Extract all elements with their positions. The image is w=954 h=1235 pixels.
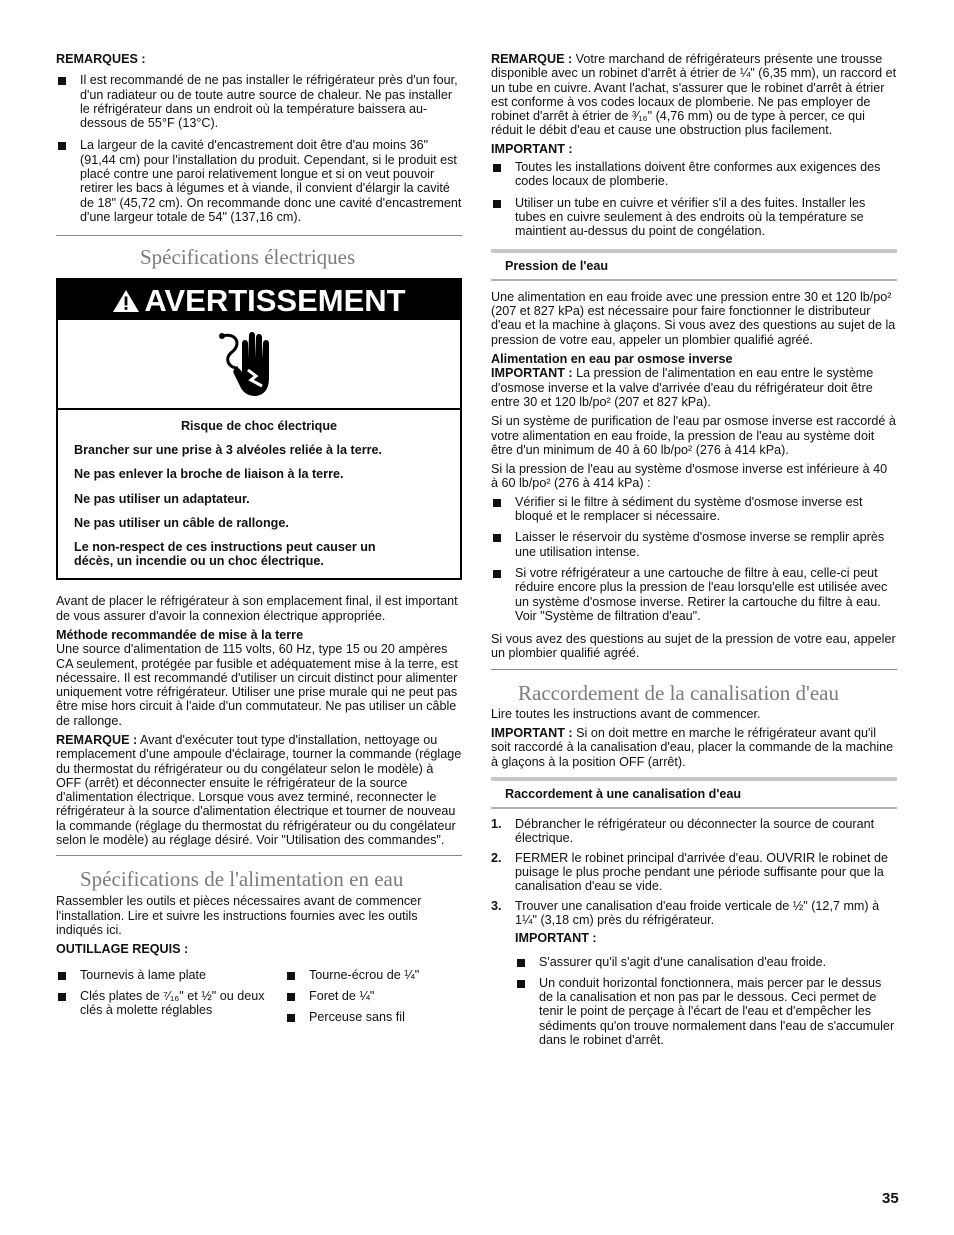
right-column [491,52,897,1047]
remarque-label: REMARQUE : [491,52,573,66]
step-number: 1. [491,817,502,832]
warning-title: AVERTISSEMENT [144,283,406,319]
osmose-important [491,366,897,409]
osmose-paragraph: Si un système de purification de l'eau par osmose inverse est raccordé à votre alimentation en eau froide, la pression de l'eau au système doit être d'un minimum de 40 à 60 lb/po² (276 à 414 kPa). [491,414,896,457]
osmose-item: Laisser le réservoir du système d'osmose inverse se remplir après une utilisation intense. [491,530,897,559]
raccord-important-text: Si on doit mettre en marche le réfrigérateur avant qu'il soit raccordé à la canalisation d'eau, placer la commande de la machine à glaçons à la position OFF (arrêt). [491,725,894,769]
warning-line: Le non-respect de ces instructions peut causer un décès, un incendie ou un choc électrique. [74,539,376,569]
tool-item: Tourne-écrou de ¼" [285,968,462,982]
warning-box [56,278,462,580]
warning-line: Brancher sur une prise à 3 alvéoles reliée à la terre. [74,443,383,458]
tool-item: Perceuse sans fil [285,1010,462,1024]
osmose-important-text: La pression de l'alimentation en eau entre le système d'osmose inverse et la valve d'arrivée d'eau du réfrigérateur doit être entre 30 et 120 lb/po² (207 et 827 kPa). [491,366,874,409]
step-number: 3. [491,898,502,913]
step3-important-label: IMPORTANT : [515,931,597,946]
step3-list [491,955,897,1048]
step3-item: Un conduit horizontal fonctionnera, mais percer par le dessus de la canalisation et non pas par le dessous. Ceci permet de tenir le point de perçage à l'écart de l'eau et d'empêcher les sédiments qu'on trouve normalement dans l'eau de s'accumuler dans le robinet d'arrêt. [515,976,897,1047]
warning-line: Ne pas utiliser un câble de rallonge. [74,515,289,530]
warning-line: Ne pas enlever la broche de liaison à la terre. [74,467,344,482]
tool-item: Tournevis à lame plate [56,968,266,982]
important-item: Toutes les installations doivent être conformes aux exigences des codes locaux de plomberie. [491,160,897,189]
remarques-label: REMARQUES : [56,52,146,66]
remarque-label: REMARQUE : [56,733,138,747]
important-label: IMPORTANT : [491,141,573,156]
eau-heading: Spécifications de l'alimentation en eau [80,867,404,892]
osmose-item: Vérifier si le filtre à sédiment du système d'osmose inverse est bloqué et le remplacer si nécessaire. [491,495,897,524]
pression-text: Une alimentation en eau froide avec une pression entre 30 et 120 lb/po² (207 et 827 kPa) est nécessaire pour faire fonctionner le distributeur d'eau et la machine à glaçons. Si vous avez des questions au sujet de la pression de votre eau, appeler un plombier qualifié agréé. [491,289,896,347]
important-label: IMPORTANT : [491,725,573,740]
step3-item: S'assurer qu'il s'agit d'une canalisation d'eau froide. [515,955,897,969]
step [491,851,897,894]
step [491,817,897,846]
step-text: Trouver une canalisation d'eau froide verticale de ½" (12,7 mm) à 1¼" (3,18 cm) près du réfrigérateur. [515,898,880,927]
tools-list [56,968,462,1038]
remarque-text: Avant d'exécuter tout type d'installation, nettoyage ou remplacement d'une ampoule d'éclairage, tourner la commande (réglage du thermostat du réfrigérateur ou du congélateur selon le modèle) à OFF (arrêt) et déconnecter ensuite le réfrigérateur de la source d'alimentation électrique. Lorsque vous avez terminé, reconnecter le réfrigérateur à la source d'alimentation électrique et tourner de nouveau la commande (réglage du thermostat du réfrigérateur ou du congélateur selon le modèle) au réglage désiré. Voir "Utilisation des commandes". [56,733,462,848]
warning-triangle-icon [112,288,140,314]
warning-line: Ne pas utiliser un adaptateur. [74,491,250,506]
raccord-intro: Lire toutes les instructions avant de commencer. [491,706,761,721]
pression-banner: Pression de l'eau [491,249,897,281]
raccord-heading: Raccordement de la canalisation d'eau [518,680,839,705]
electrical-intro: Avant de placer le réfrigérateur à son emplacement final, il est important de vous assurer d'avoir la connexion électrique appropriée. [56,594,458,623]
warning-text [58,410,460,578]
page-number: 35 [882,1190,899,1207]
step-number: 2. [491,850,502,865]
remarque-item: Il est recommandé de ne pas installer le réfrigérateur près d'un four, d'un radiateur ou de toute autre source de chaleur. Ne pas installer le réfrigérateur dans un endroit où la température baissera au-dessous de 55°F (13°C). [56,73,462,130]
outillage-label: OUTILLAGE REQUIS : [56,942,189,957]
tool-item: Foret de ¼" [285,989,462,1003]
remarque-paragraph [56,733,462,847]
remarque-item: La largeur de la cavité d'encastrement doit être d'au moins 36" (91,44 cm) pour l'installation du produit. Cependant, si le produit est placé contre une paroi relativement longue et si on veut pouvoir retirer les bacs à légumes et à viande, il convient d'élargir la cavité de 18" (45,72 cm). On recommande donc une cavité d'encastrement d'une largeur totale de 54" (137,16 cm). [56,138,462,224]
step [491,899,897,928]
warning-header [58,280,460,320]
methode-heading: Méthode recommandée de mise à la terre [56,627,304,642]
osmose-heading: Alimentation en eau par osmose inverse [491,352,733,367]
important-label: IMPORTANT : [491,366,573,381]
warning-image-area [58,320,460,410]
eau-intro: Rassembler les outils et pièces nécessaires avant de commencer l'installation. Lire et suivre les instructions fournies avec les outils indiqués ici. [56,894,422,937]
osmose-paragraph: Si vous avez des questions au sujet de la pression de votre eau, appeler un plombier qualifié agréé. [491,632,896,661]
electric-shock-hand-icon [218,328,282,400]
step-text: FERMER le robinet principal d'arrivée d'eau. OUVRIR le robinet de puisage le plus proche pendant une période suffisante pour que la canalisation d'eau se vide. [515,850,888,894]
osmose-item: Si votre réfrigérateur a une cartouche de filtre à eau, celle-ci peut réduire encore plus la pression de l'eau lorsqu'elle est utilisée avec un système d'osmose inverse. Retirer la cartouche du filtre à eau. Voir "Système de filtration d'eau". [491,566,897,623]
raccord-banner: Raccordement à une canalisation d'eau [491,777,897,809]
elec-heading: Spécifications électriques [140,245,356,270]
osmose-paragraph: Si la pression de l'eau au système d'osmose inverse est inférieure à 40 à 60 lb/po² (276 à 414 kPa) : [491,462,888,491]
warning-line: Risque de choc électrique [180,419,338,434]
left-column [56,52,462,1038]
methode-text: Une source d'alimentation de 115 volts, 60 Hz, type 15 ou 20 ampères CA seulement, protégée par fusible et adéquatement mise à la terre, est nécessaire. Il est recommandé d'utiliser un circuit distinct pour alimenter uniquement votre réfrigérateur. Utiliser une prise murale qui ne peut pas être mise hors circuit à l'aide d'un commutateur. Ne pas utiliser un câble de rallonge. [56,642,458,728]
raccord-important [491,726,897,769]
step-text: Débrancher le réfrigérateur ou déconnecter la source de courant électrique. [515,817,875,846]
remarque-paragraph [491,52,897,138]
important-item: Utiliser un tube en cuivre et vérifier s'il a des fuites. Installer les tubes en cuivre seulement à des endroits où la température se maintient au-dessus du point de congélation. [491,196,897,239]
remarque-text: Votre marchand de réfrigérateurs présente une trousse disponible avec un robinet d'arrêt à étrier de ¼" (6,35 mm), un raccord et un tube en cuivre. Avant l'achat, s'assurer que le robinet d'arrêt à étrier est conforme à vos codes locaux de plomberie. Ne pas employer de robinet d'arrêt à étrier de ³⁄₁₆" (4,76 mm) ou de type à percer, ce qui réduit le débit d'eau et cause une obstruction plus facilement. [491,52,897,138]
tool-item: Clés plates de ⁷⁄₁₆" et ½" ou deux clés à molette réglables [56,989,266,1018]
